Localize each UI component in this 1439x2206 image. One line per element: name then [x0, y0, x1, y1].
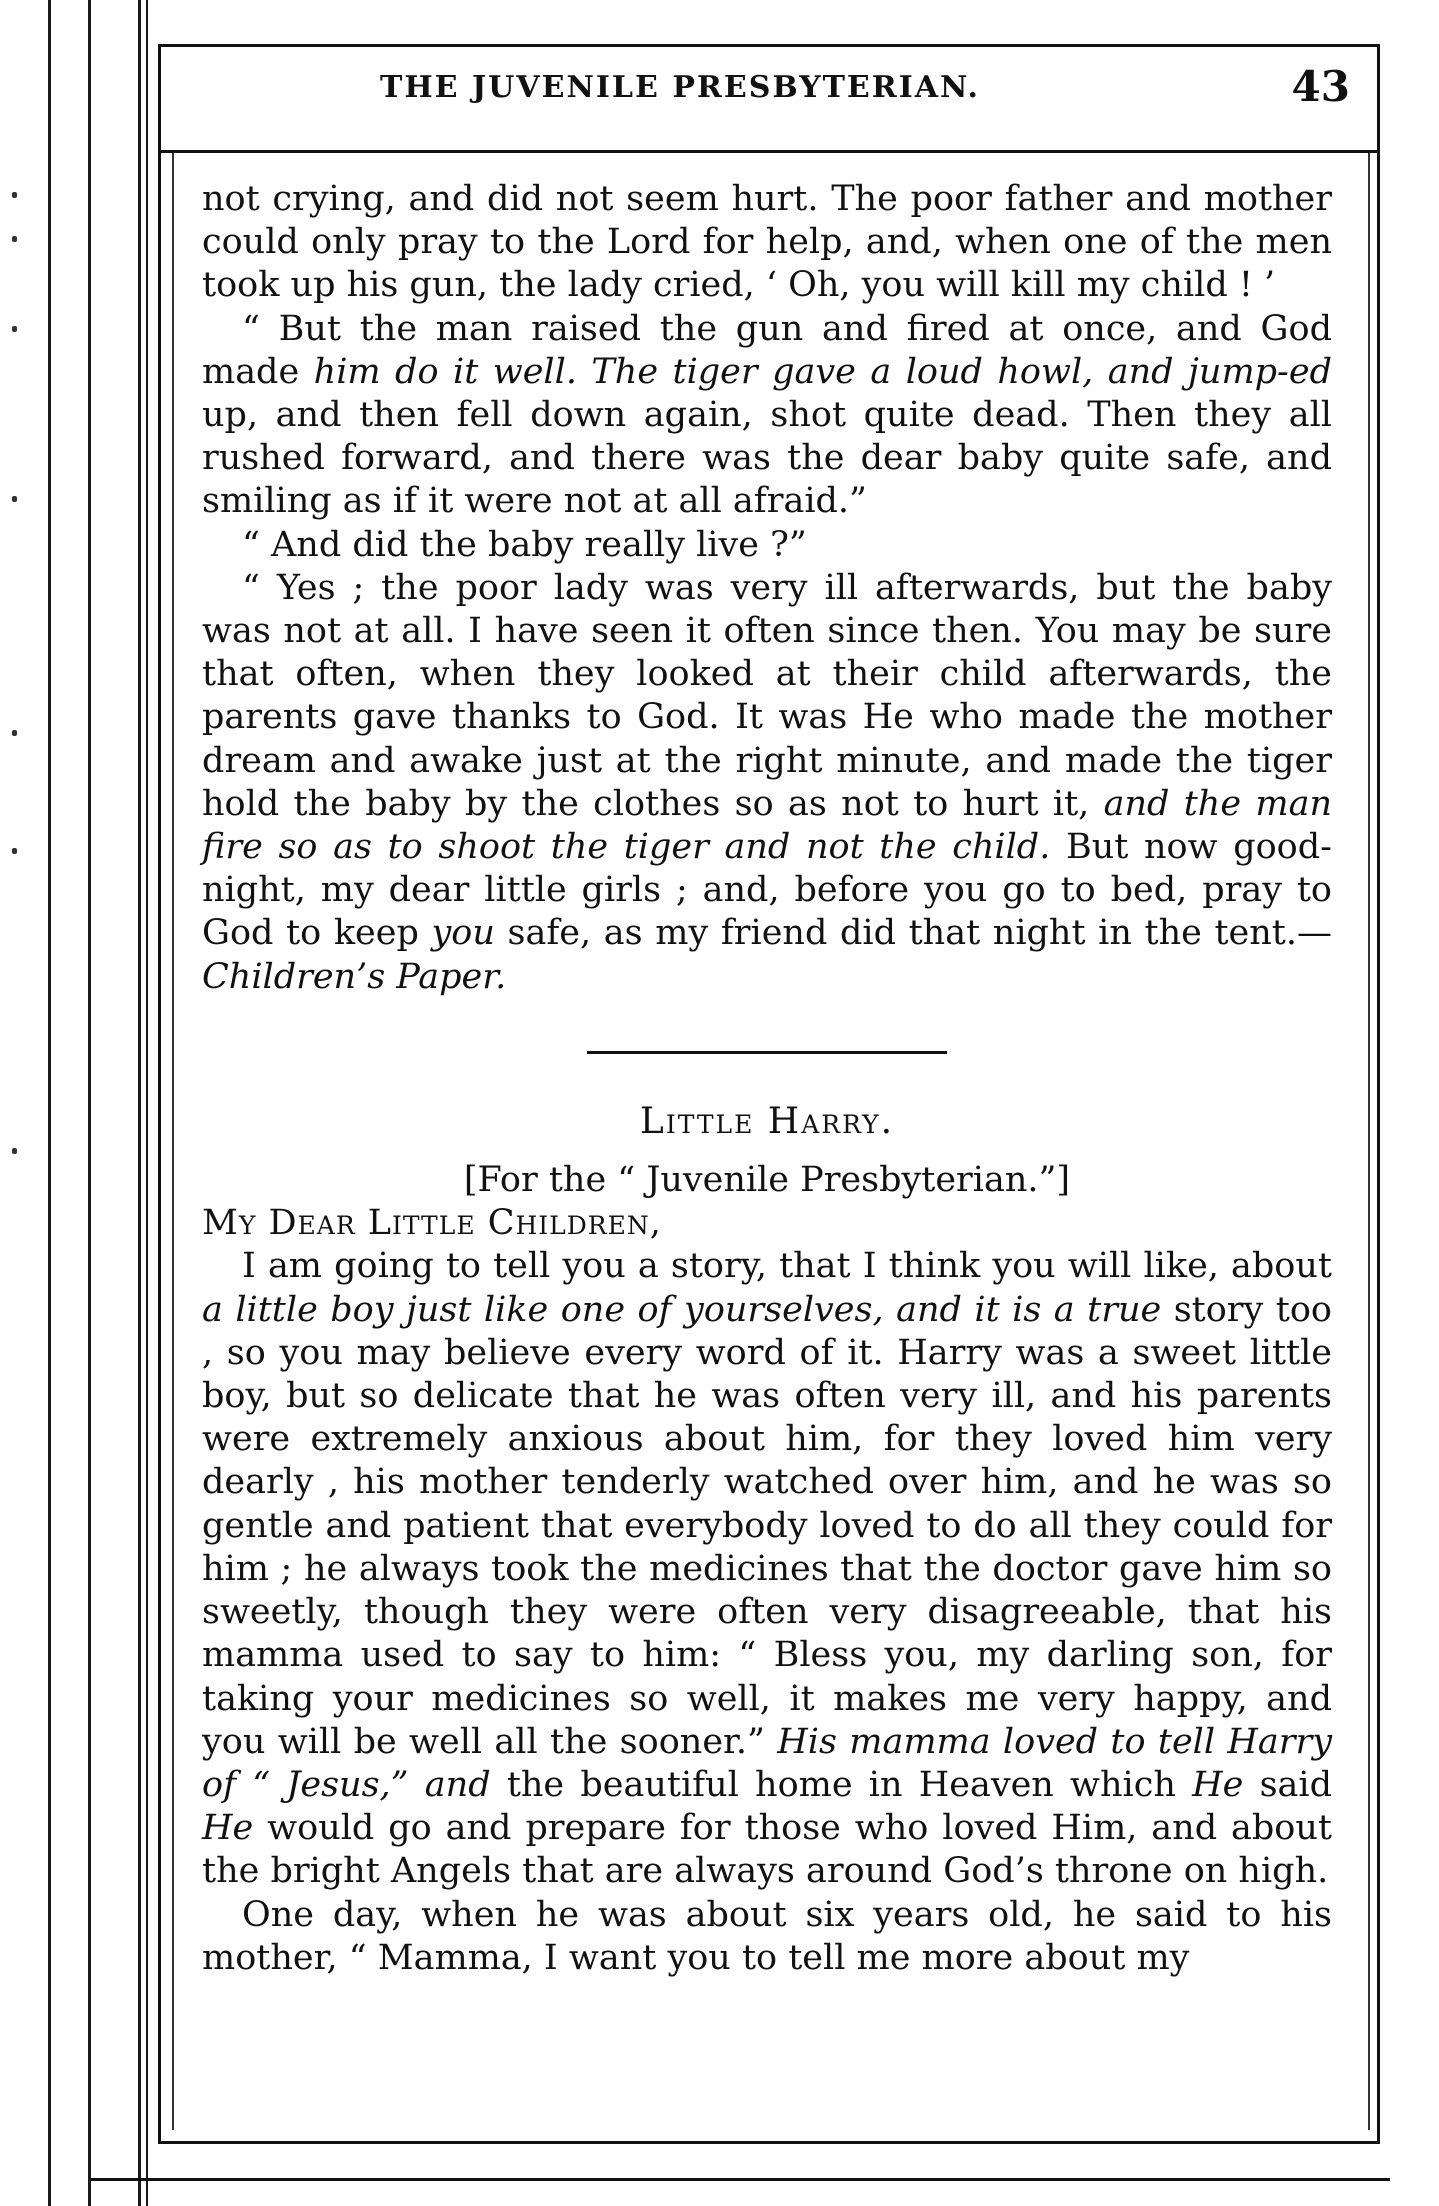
story2-byline: [For the “ Juvenile Presbyterian.”]	[463, 1160, 1071, 1201]
scan-edge-mark	[12, 236, 17, 242]
scan-edge-line	[48, 0, 51, 2206]
text-run: up, and then fell down again, shot quite dead. Then they all rushed forward, and there was the dear baby quite safe, and smiling as if it were not at all afraid.”	[202, 395, 1332, 522]
text-run: would go and prepare for those who loved Him, and about the bright Angels that are always around God’s throne on high.	[202, 1808, 1332, 1892]
text-run: safe, as my friend did that night in the tent.—	[494, 913, 1332, 954]
text-run: story too , so you may believe every word of it. Harry was a sweet little boy, but so delicate that he was often very ill, and his parents were extremely anxious about him, for they loved him very dearly , his mother tenderly watched over him, and he was so gentle and patient that everybody loved to do all they could for him ; he always took the medicines that the doctor gave him so sweetly, though they were often very disagreeable, that his mamma used to say to him: “ Bless you, my darling son, for taking your medicines so well, it makes me very happy, and you will be well all the sooner.”	[202, 1289, 1332, 1762]
story2-title: Little Harry.	[639, 1100, 895, 1142]
source-credit: Children’s Paper.	[202, 956, 507, 997]
italic-run: him do it well. The tiger gave a loud howl, and jump-ed	[313, 351, 1332, 392]
story1-paragraph-4	[202, 567, 1332, 999]
page-number: 43	[1291, 62, 1350, 111]
scan-edge-mark	[12, 1148, 17, 1154]
story1-paragraph-3: “ And did the baby really live ?”	[242, 524, 807, 565]
page-body	[202, 178, 1332, 1980]
scan-edge-mark	[12, 730, 17, 736]
scan-edge-mark	[12, 848, 17, 854]
running-title: THE JUVENILE PRESBYTERIAN.	[380, 70, 980, 105]
italic-run: and the man fire so as to shoot the tiger and not the child.	[202, 783, 1332, 868]
scan-edge-mark	[12, 496, 17, 502]
scan-edge-mark	[12, 326, 17, 332]
header-rule	[158, 150, 1380, 153]
text-run: I am going to tell you a story, that I think you will like, about	[242, 1246, 1332, 1287]
story1-paragraph-2	[202, 308, 1332, 524]
scan-edge-line	[138, 0, 141, 2206]
italic-run: you	[431, 913, 495, 954]
section-separator	[587, 1051, 947, 1054]
italic-run: His mamma loved to tell Harry of “ Jesus,” and	[202, 1721, 1333, 1805]
italic-run: a little boy just like one of yourselves, and it is a true	[202, 1289, 1162, 1330]
text-run: But now good-night, my dear little girls ; and, before you go to bed, pray to God to keep	[202, 827, 1332, 954]
italic-run: He	[1192, 1764, 1244, 1805]
story1-paragraph-1: not crying, and did not seem hurt. The poor father and mother could only pray to the Lord for help, and, when one of the men took up his gun, the lady cried, ‘ Oh, you will kill my child ! ’	[202, 179, 1332, 306]
text-run: the beautiful home in Heaven which	[490, 1764, 1193, 1805]
text-run: “ But the man raised the gun and fired at once, and God made	[202, 308, 1332, 392]
text-run: said	[1243, 1764, 1332, 1805]
scan-edge-mark	[12, 192, 17, 198]
scan-edge-line	[88, 0, 91, 2206]
italic-run: He	[202, 1808, 254, 1849]
story2-paragraph-1	[202, 1245, 1332, 1893]
bottom-rule	[90, 2178, 1390, 2181]
text-run: “ Yes ; the poor lady was very ill afterwards, but the baby was not at all. I have seen it often since then. You may be sure that often, when they looked at their child afterwards, the parents gave thanks to God. It was He who made the mother dream and awake just at the right minute, and made the tiger hold the baby by the clothes so as not to hurt it,	[202, 567, 1332, 824]
scan-edge-line	[146, 0, 148, 2206]
story2-salutation: My Dear Little Children,	[202, 1203, 662, 1244]
story2-paragraph-2: One day, when he was about six years old, he said to his mother, “ Mamma, I want you to tell me more about my	[202, 1894, 1332, 1978]
